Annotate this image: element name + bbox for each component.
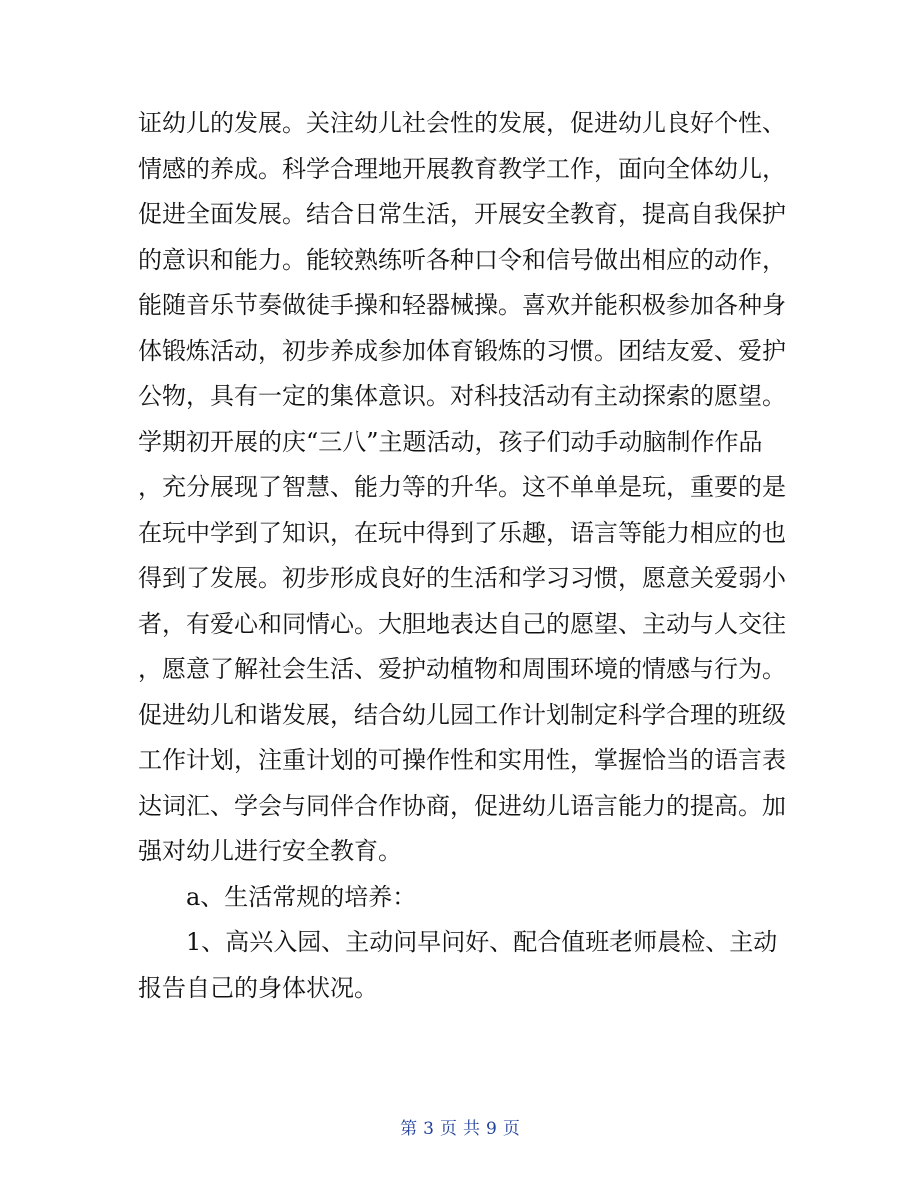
paragraph-line: 的意识和能力。能较熟练听各种口令和信号做出相应的动作， — [138, 245, 786, 274]
paragraph-line: 强对幼儿进行安全教育。 — [138, 837, 402, 865]
list-item-line: 报告自己的身体状况。 — [138, 973, 378, 1002]
footer-prefix: 第 — [400, 1119, 418, 1139]
paragraph-line: 公物，具有一定的集体意识。对科技活动有主动探索的愿望。 — [138, 382, 786, 410]
paragraph-line: ，愿意了解社会生活、爱护动植物和周围环境的情感与行为。 — [138, 655, 786, 683]
paragraph-line: 促进幼儿和谐发展，结合幼儿园工作计划制定科学合理的班级 — [138, 700, 786, 729]
paragraph-line: 促进全面发展。结合日常生活，开展安全教育，提高自我保护 — [138, 200, 786, 228]
paragraph-line: 情感的养成。科学合理地开展教育教学工作，面向全体幼儿， — [138, 154, 786, 183]
paragraph-line: 工作计划，注重计划的可操作性和实用性，掌握恰当的语言表 — [138, 746, 786, 774]
paragraph-line: 能随音乐节奏做徒手操和轻器械操。喜欢并能积极参加各种身 — [138, 291, 786, 319]
footer-current-page: 3 — [423, 1119, 434, 1139]
paragraph-line: ，充分展现了智慧、能力等的升华。这不单单是玩，重要的是 — [138, 473, 786, 501]
paragraph-line: 达词汇、学会与同伴合作协商，促进幼儿语言能力的提高。加 — [138, 791, 786, 820]
paragraph-line: 证幼儿的发展。关注幼儿社会性的发展，促进幼儿良好个性、 — [138, 109, 786, 137]
paragraph-line: 得到了发展。初步形成良好的生活和学习习惯，愿意关爱弱小 — [138, 564, 786, 592]
page-footer — [0, 1114, 920, 1139]
footer-total-pages: 9 — [486, 1119, 497, 1139]
document-body — [138, 101, 798, 1011]
paragraph-line: 体锻炼活动，初步养成参加体育锻炼的习惯。团结友爱、爱护 — [138, 336, 786, 365]
paragraph-line: 者，有爱心和同情心。大胆地表达自己的愿望、主动与人交往 — [138, 609, 786, 638]
paragraph-line: 学期初开展的庆“三八”主题活动，孩子们动手动脑制作作品 — [138, 427, 763, 456]
section-heading: a、生活常规的培养： — [186, 882, 417, 911]
footer-suffix: 页 — [502, 1119, 520, 1139]
footer-total-word: 共 — [463, 1119, 480, 1139]
list-item-line: 1、高兴入园、主动问早问好、配合值班老师晨检、主动 — [186, 928, 778, 956]
footer-page-word: 页 — [440, 1119, 457, 1139]
paragraph-line: 在玩中学到了知识，在玩中得到了乐趣，语言等能力相应的也 — [138, 518, 786, 547]
